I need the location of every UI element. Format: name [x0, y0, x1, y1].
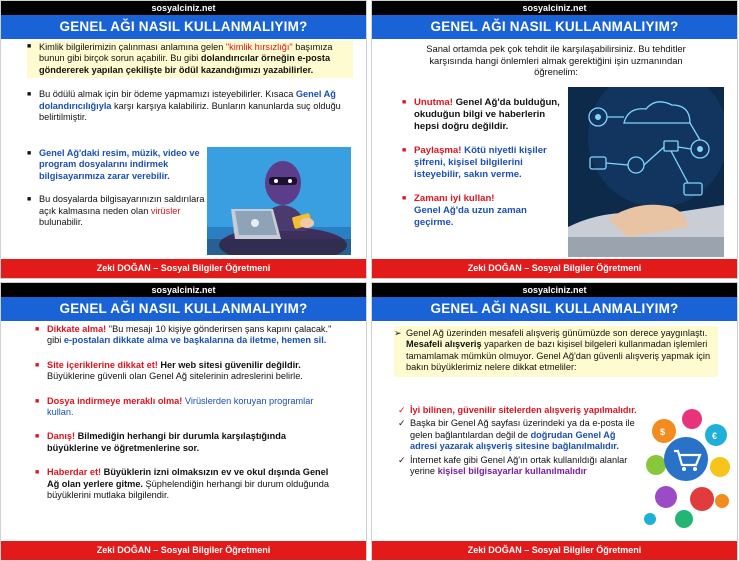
- slide-title: GENEL AĞI NASIL KULLANMALIYIM?: [372, 15, 737, 39]
- tip-unutma: ■ Unutma! Genel Ağ'da bulduğun, okuduğun bilgi ve haberlerin hepsi doğru değildir.: [402, 97, 566, 133]
- hacker-illustration: [207, 147, 351, 255]
- rule-site-icerik: ■ Site içeriklerine dikkat et! Her web sitesi güvenilir değildir. Büyüklerine güvenli olan Genel Ağ sitelerinin adreslerini belirle.: [35, 360, 335, 383]
- tip-direct-address: ✓ Başka bir Genel Ağ sayfası üzerindeki ya da e-posta ile gelen bağlantılardan değil de doğrudan Genel Ağ adresi yazarak alışveriş sitesine bağlanılmalıdır.: [398, 418, 638, 452]
- svg-text:$: $: [660, 427, 666, 437]
- slide-footer: Zeki DOĞAN – Sosyal Bilgiler Öğretmeni: [372, 259, 737, 278]
- slide4-intro: [394, 326, 718, 377]
- cloud-network-icon: [568, 87, 724, 257]
- shopping-illustration: [640, 401, 732, 533]
- tip-paylasma: ■ Paylaşma! Kötü niyetli kişiler şifreni, kişisel bilgilerini isteyebilir, sakın verme.: [402, 145, 566, 181]
- slide1-lower-content: [27, 148, 205, 228]
- slide-footer: Zeki DOĞAN – Sosyal Bilgiler Öğretmeni: [1, 541, 366, 560]
- slide-online-shopping: [371, 282, 738, 561]
- slide-footer: Zeki DOĞAN – Sosyal Bilgiler Öğretmeni: [372, 541, 737, 560]
- slide-identity-theft: [0, 0, 367, 279]
- site-header: sosyalciniz.net: [1, 1, 366, 15]
- rule-haberdar-et: ■ Haberdar et! Büyüklerin izni olmaksızın ev ve okul dışında Genel Ağ olan yerlere gitme. Şüphelendiğin herhangi bir durum olduğunda büyüklerini mutlaka bilgilendir.: [35, 467, 335, 501]
- slide1-content: [27, 41, 353, 123]
- slide-title: GENEL AĞI NASIL KULLANMALIYIM?: [1, 15, 366, 39]
- bullet-downloads: ■ Genel Ağ'daki resim, müzik, video ve program dosyalarını indirmek bilgisayarımıza zarar verebilir.: [27, 148, 205, 182]
- slide-title: GENEL AĞI NASIL KULLANMALIYIM?: [372, 297, 737, 321]
- slide-title: GENEL AĞI NASIL KULLANMALIYIM?: [1, 297, 366, 321]
- bullet-viruses: ■ Bu dosyalarda bilgisayarınızın saldırılara açık kalmasına neden olan virüsler bulunabilir.: [27, 194, 205, 228]
- rule-dosya-indirme: ■ Dosya indirmeye meraklı olma! Virüslerden koruyan programlar kullan.: [35, 396, 335, 419]
- hacker-icon: [207, 147, 351, 255]
- cyber-security-illustration: [568, 87, 724, 257]
- bullet-fraud: ■ Bu ödülü almak için bir ödeme yapmamızı isteyebilirler. Kısaca Genel Ağ dolandırıcılığıyla karşı karşıya kalabiliriz. Bunların kanunlarda suç olduğu belirtilmiştir.: [27, 89, 353, 123]
- intro-remote-shopping: ➢ Genel Ağ üzerinden mesafeli alışveriş günümüzde son derece yaygınlaştı. Mesafeli alışveriş yaparken de bazı kişisel bilgeleri kullanmadan işlemleri tamamlamak mümkün olmuyor. Genel Ağ'dan güvenli alışveriş yapmak için bakın büyüklerimiz nelere dikkat etmeliler:: [394, 328, 716, 374]
- slide-footer: Zeki DOĞAN – Sosyal Bilgiler Öğretmeni: [1, 259, 366, 278]
- site-header: sosyalciniz.net: [372, 1, 737, 15]
- slide3-rules: [35, 324, 335, 501]
- slide-expert-tips: [371, 0, 738, 279]
- site-header: sosyalciniz.net: [372, 283, 737, 297]
- rule-dikkate-alma: ■ Dikkate alma! "Bu mesajı 10 kişiye gönderirsen şans kapını çalacak." gibi e-postaları dikkate alma ve başkalarına da iletme, hemen sil.: [35, 324, 335, 347]
- bullet-identity-theft: ■ Kimlik bilgilerimizin çalınması anlamına gelen "kimlik hırsızlığı" başımıza bunun gibi birçok sorun açabilir. Bu gibi dolandırıcılar örneğin e-posta göndererek yapılan çekilişte bir ödül kazandığımızı yazabilirler.: [27, 41, 353, 78]
- rule-danis: ■ Danış! Bilmediğin herhangi bir durumla karşılaştığında büyüklerine ve öğretmenlerine sor.: [35, 431, 335, 454]
- slide-safety-rules: [0, 282, 367, 561]
- slide2-intro: Sanal ortamda pek çok tehdit ile karşılaşabilirsiniz. Bu tehditler karşısında hangi önlemleri almak gerektiğini işin uzmanından öğrenelim:: [426, 43, 686, 78]
- site-header: sosyalciniz.net: [1, 283, 366, 297]
- tip-zaman: ■ Zamanı iyi kullan! Genel Ağ'da uzun zaman geçirme.: [402, 193, 566, 229]
- slide2-tips: [402, 97, 566, 229]
- slide4-tips: [398, 405, 638, 477]
- shopping-cart-icon: [640, 401, 732, 533]
- tip-personal-computer: ✓ İnternet kafe gibi Genel Ağ'ın ortak kullanıldığı alanlar yerine kişisel bilgisayarlar kullanılmalıdır: [398, 455, 638, 478]
- tip-trusted-sites: ✓ İyi bilinen, güvenilir sitelerden alışveriş yapılmalıdır.: [398, 405, 638, 416]
- svg-text:€: €: [712, 431, 718, 441]
